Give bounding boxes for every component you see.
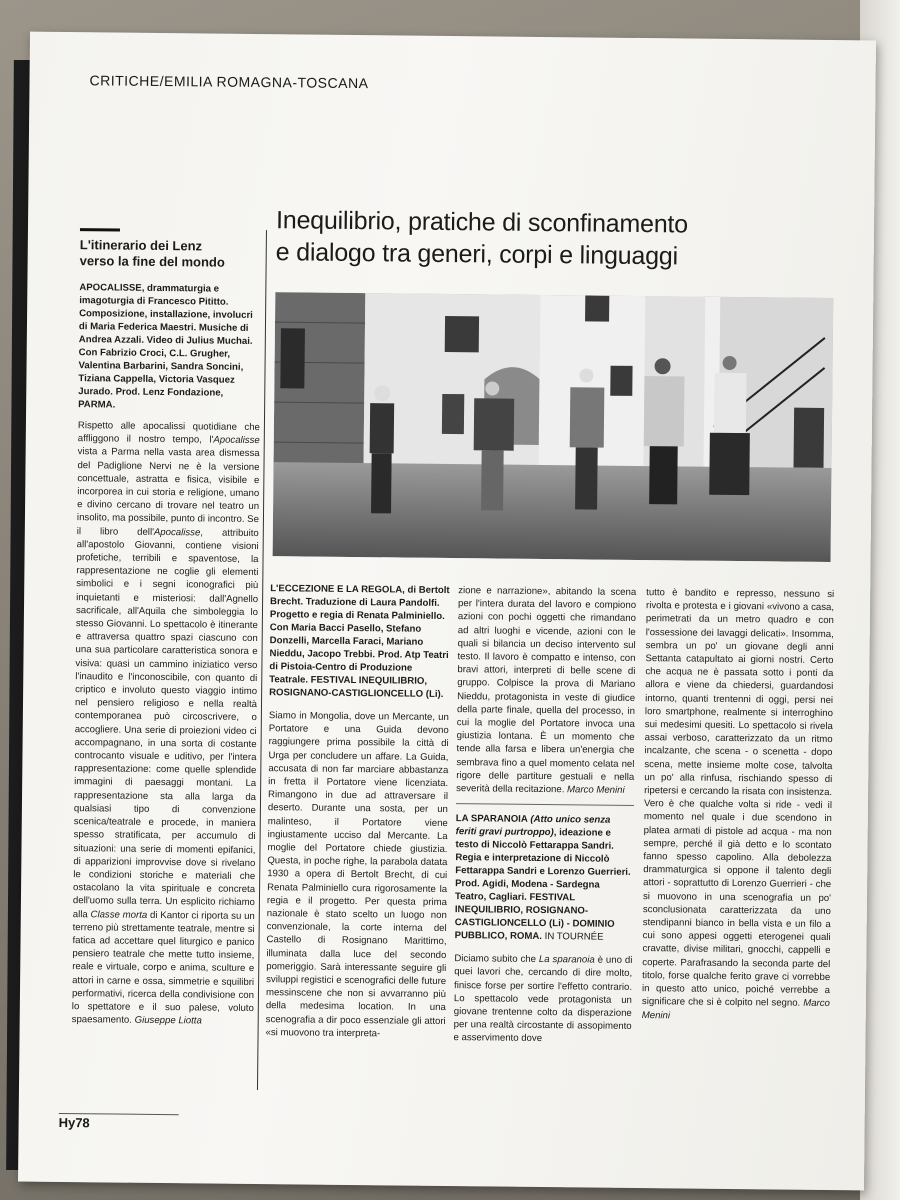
article1-body-b-text: zione e narrazione», abitando la scena per l'intera durata del lavoro e compiono azioni con pochi oggetti che rimandano ad altri luoghi e vicende, azioni con le quali si bilancia un deciso intervento sul testo. Il lavoro è compatto e intenso, con bravi attori, interpreti di belle scene di gruppo. Colpisce la prova di Mariano Nieddu, protagonista in veste di giudice della parte finale, quella del processo, in cui la moglie del Portatore invoca una giustizia lontana. È un momento che tende alla farsa e libera un'energia che sembrava fino a quel momento celata nel rigore delle partiture gestuali e nella severità della recitazione. bbox=[456, 585, 637, 796]
page-number: Hy78 bbox=[58, 1114, 90, 1131]
sidebar-body-p3: , attribuito all'apostolo Giovanni, contiene visioni profetiche, terribili e spaventose, la rappresentazione ne coglie gli elementi simbolici e i segni iconografici più inquietanti e misteriosi: dall'Agnello sacrificale, all'Aquila che simboleggia lo stesso Giovanni. Lo spettacolo è itinerante e attraversa quattro spazi ciascuno con una sua particolare caratteristica sonora e visiva: quasi un cammino iniziatico verso l'inaudito e l'inconoscibile, con quanto di criptico e involuto questo viaggio intimo nel pensiero religioso e nella realtà contemporanea può circoscrivere, o accogliere. Una serie di proiezioni video ci accompagnano, in una sorta di costante controcanto visuale e uditivo, per l'intera rappresentazione: come quelle splendide immagini di paesaggi montani. La rappresentazione sta alla larga da qualsiasi tipo di convenzione scenica/teatrale e procede, in maniera spesso stratificata, per accumulo di situazioni: una serie di momenti epifanici, di apparizioni improvvise dove si rivelano le condizioni storiche e materiali che ostacolano la vita spirituale e concreta dell'uomo sulla terra. Un esplicito richiamo alla bbox=[72, 527, 259, 920]
article2-credit-rest: , ideazione e testo di Niccolò Fettarappa Sandri. Regia e interpretazione di Niccolò Fettarappa Sandri e Lorenzo Guerrieri. Prod. Agidi, Modena - Sardegna Teatro, Cagliari. FESTIVAL INEQUILIBRIO, ROSIGNANO-CASTIGLIONCELLO (Li) - DOMINIO PUBBLICO, ROMA. bbox=[454, 827, 631, 943]
sidebar-body-italic3: Classe morta bbox=[90, 908, 148, 921]
production-photo bbox=[273, 292, 834, 562]
page-headline bbox=[276, 204, 847, 274]
article-column-3 bbox=[642, 586, 835, 1024]
article2-credit bbox=[455, 812, 634, 944]
article2-subtitle: (Atto unico senza feriti gravi purtroppo) bbox=[455, 814, 611, 839]
article2-tour: IN TOURNÉE bbox=[541, 931, 604, 943]
article1-byline: Marco Menini bbox=[566, 784, 625, 796]
article2-body-a bbox=[453, 952, 632, 1046]
sidebar-byline: Giuseppe Liotta bbox=[134, 1014, 202, 1027]
article1-body-b bbox=[456, 584, 636, 797]
sidebar-body-italic2: Apocalisse bbox=[153, 526, 201, 539]
photo-illustration bbox=[273, 292, 834, 562]
sidebar-body-p1: Rispetto alle apocalissi quotidiane che affliggono il nostro tempo, l' bbox=[77, 420, 260, 446]
sidebar-credit-rest: , drammaturgia e imagoturgia di Francesco Pititto. Composizione, installazione, involucri di Maria Federica Maestri. Musiche di Andrea Azzali. Video di Julius Muchai. Con Fabrizio Croci, C.L. Grugher, Valentina Barbarini, Sandra Soncini, Tiziana Cappella, Victoria Vasquez Jurado. Prod. Lenz Fondazione, PARMA. bbox=[78, 282, 253, 411]
magazine-page bbox=[18, 32, 876, 1191]
article2-byline: Marco Menini bbox=[641, 998, 830, 1021]
article-divider bbox=[456, 803, 634, 806]
article2-body-italic: La sparanoia bbox=[538, 954, 595, 966]
sidebar-rule bbox=[80, 228, 120, 231]
article2-body-b bbox=[642, 586, 835, 1024]
sidebar-credit bbox=[78, 281, 261, 413]
sidebar-body-italic1: Apocalisse bbox=[213, 434, 260, 447]
sidebar-show-title: APOCALISSE bbox=[79, 282, 142, 294]
article2-body-a1: Diciamo subito che bbox=[454, 953, 539, 966]
sidebar-title-line2: verso la fine del mondo bbox=[79, 253, 225, 270]
sidebar-review bbox=[72, 228, 262, 1028]
article1-credit-rest: , di Bertolt Brecht. Traduzione di Laura Pandolfi. Progetto e regia di Renata Palminiello. Con Maria Bacci Pasello, Stefano Donzelli, Marcella Faraci, Mariano Nieddu, Jacopo Trebbi. Prod. Atp Teatri di Pistoia-Centro di Produzione Teatrale. FESTIVAL INEQUILIBRIO, ROSIGNANO-CASTIGLIONCELLO (Li). bbox=[269, 584, 450, 700]
running-head: CRITICHE/EMILIA ROMAGNA-TOSCANA bbox=[89, 72, 369, 92]
article1-credit bbox=[269, 582, 450, 701]
article1-body-a: Siamo in Mongolia, dove un Mercante, un Portatore e una Guida devono raggiungere prima possibile la città di Urga per concludere un affare. La Guida, accusata di non far marciare abbastanza in fretta il Portatore viene licenziata. Rimangono in due ad attraversare il deserto. Durante una sosta, per un malinteso, il Portatore viene ingiustamente ucciso dal Mercante. La moglie del Portatore chiede giustizia. Questa, in poche righe, la parabola datata 1930 a opera di Bertolt Brecht, di cui Renata Palminiello cura rigorosamente la regia e il progetto. Per questa prima nazionale è stato scelto un luogo non convenzionale, la corte interna del Castello di Rosignano Marittimo, illuminata dalla luce del secondo pomeriggio. Sarà interessante seguire gli sviluppi registici e scenografici delle future messinscene che non si avvarranno più della medesima location. In una scenografia a dir poco essenziale gli attori «si muovono tra interpreta- bbox=[265, 710, 449, 1040]
sidebar-body-p2: vista a Parma nella vasta area dismessa del Padiglione Nervi ne è la versione concettuale, astratta e fisica, visibile e incorporea in cui storia e religione, umano e divino cercano di trovare nel teatro un insolito, ma possibile, punto di incontro. Se il libro dell' bbox=[76, 446, 260, 538]
article-column-2 bbox=[453, 584, 636, 1047]
article1-show-title: L'ECCEZIONE E LA REGOLA bbox=[270, 583, 403, 596]
sidebar-body bbox=[72, 419, 260, 1028]
article2-show-title: LA SPARANOIA bbox=[455, 813, 528, 826]
article2-body-b-text: tutto è bandito e represso, nessuno si rivolta e protesta e i giovani «vivono a casa, perimetrati da un metro quadro e con l'ossessione dei lavaggi delicati». Insomma, sembra un po' un giovane degli anni Settanta catapultato ai giorni nostri. Certo che acqua ne è passata sotto i ponti da allora e viene da chiedersi, guardandosi intorno, quanti trentenni di oggi, persi nei loro smartphone, realmente si interroghino sui medesimi quesiti. Lo spettacolo si rivela assai verboso, caratterizzato da un ritmo incalzante, che scena - o scenetta - dopo scena, mette insieme molte cose, talvolta un po' alla rinfusa, rischiando spesso di ripetersi e cercando la risata con insistenza. Vero è che qualche volta si ride - vedi il momento nel quale i due scendono in platea armati di pistole ad acqua - ma non sempre, perché il già detto e lo scontato fanno spesso capolino. Alla debolezza drammaturgica si oppone il talento degli attori - soprattutto di Lorenzo Guerrieri - che si muovono in una scenografia un po' sconclusionata caratterizzata da uno stendipanni bianco in bella vista e un filo a cui sono appesi oggetti eterogenei quali cravatte, divise militari, gnocchi, cappelli e coperte. Parafrasando la seconda parte del titolo, forse qualche ferito grave ci vorrebbe in questo atto unico, poiché verrebbe a significare che si è colpito nel segno. bbox=[641, 587, 835, 1010]
sidebar-body-p4: di Kantor ci riporta su un terreno più strettamente teatrale, mentre si fatica ad accettare quel liturgico e panico pensiero teatrale che mette tutto insieme, reale e virtuale, corpo e anima, sculture e attori in carne e ossa, simmetrie e squilibri performativi, ricerca della condivisione con lo spettatore e il suo palese, voluto spaesamento. bbox=[71, 909, 255, 1026]
sidebar-title bbox=[80, 237, 262, 271]
article2-body-a2: è uno di quei lavori che, cercando di dire molto, finisce forse per sortire l'effetto contrario. Lo spettacolo vede protagonista un giovane trentenne colto da disperazione per una realtà circostante di assopimento e asservimento dove bbox=[453, 954, 633, 1045]
sidebar-title-line1: L'itinerario dei Lenz bbox=[79, 237, 203, 254]
article-column-1 bbox=[266, 582, 451, 1041]
headline-line1: Inequilibrio, pratiche di sconfinamento bbox=[275, 206, 689, 239]
headline-line2: e dialogo tra generi, corpi e linguaggi bbox=[275, 238, 679, 271]
